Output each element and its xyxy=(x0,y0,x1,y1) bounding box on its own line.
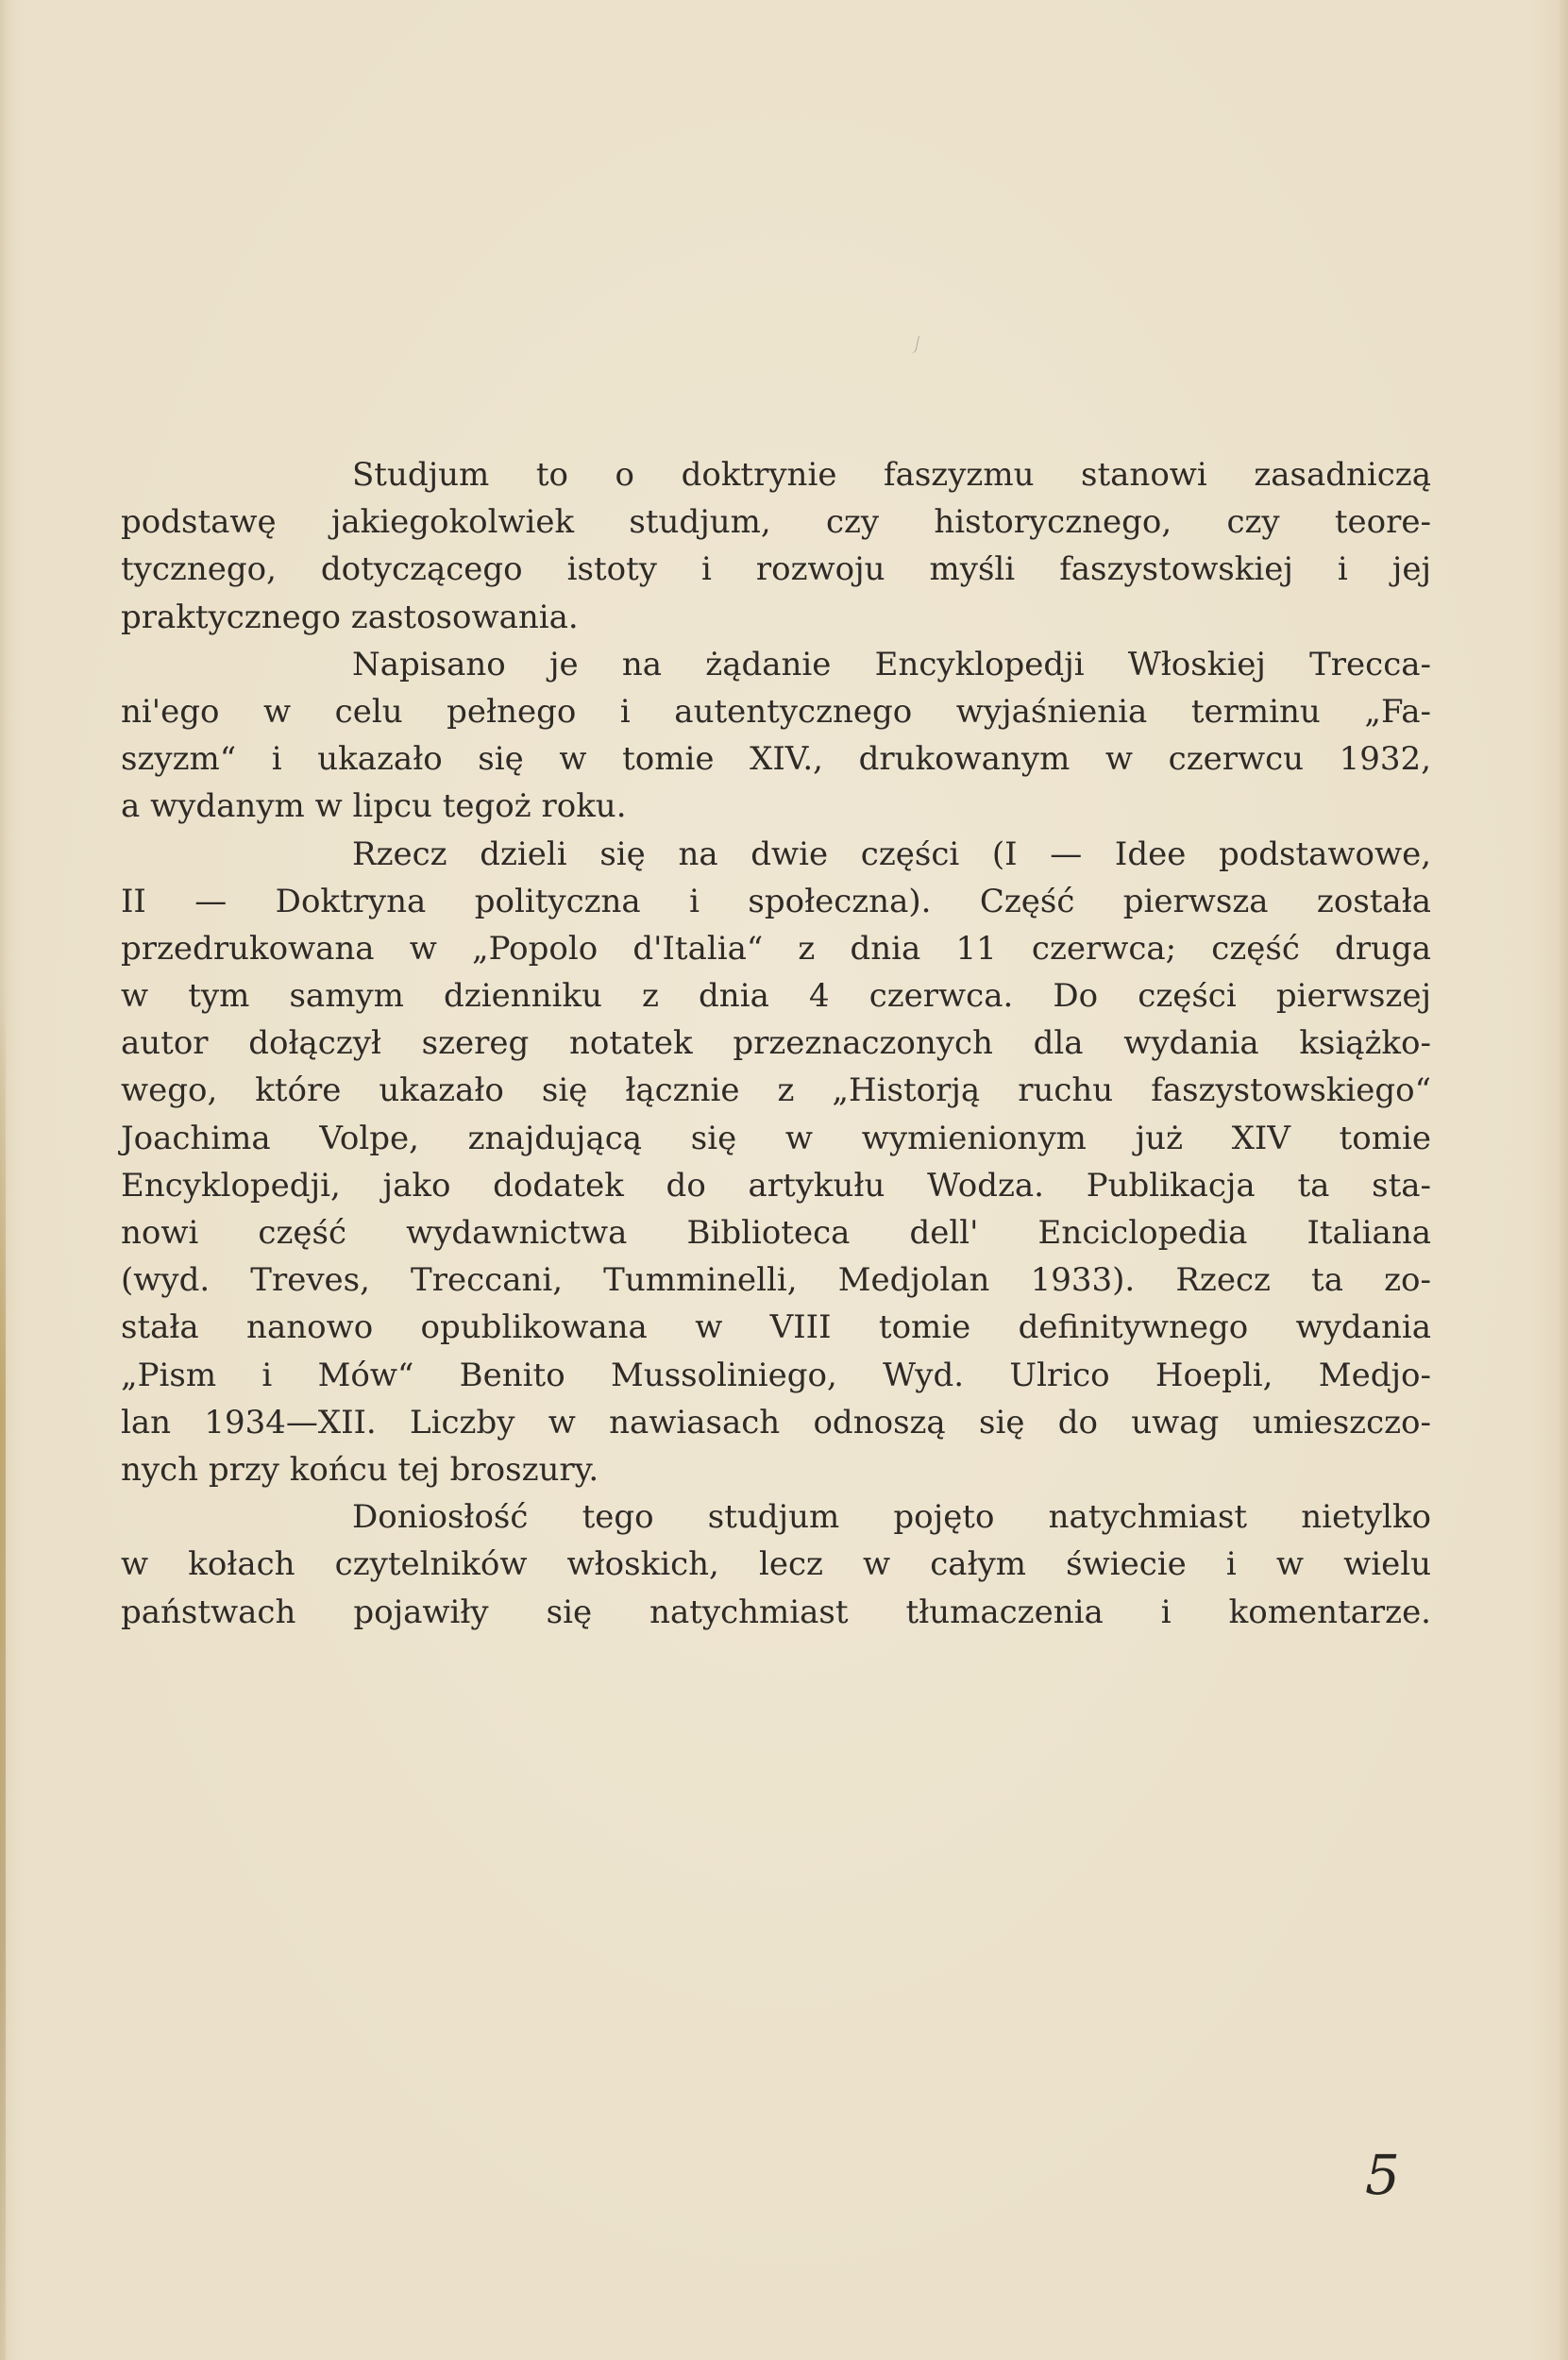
text-line: Napisano je na żądanie Encyklopedji Włoskiej Trecca- xyxy=(352,645,1431,683)
text-line: w tym samym dzienniku z dnia 4 czerwca. Do części pierwszej xyxy=(121,977,1431,1016)
text-line: Doniosłość tego studjum pojęto natychmiast nietylko xyxy=(352,1498,1431,1537)
text-line: autor dołączył szereg notatek przeznaczonych dla wydania książko- xyxy=(121,1024,1431,1063)
text-line: ni'ego w celu pełnego i autentycznego wyjaśnienia terminu „Fa- xyxy=(121,692,1431,731)
text-line: a wydanym w lipcu tegoż roku. xyxy=(121,787,627,826)
text-line: lan 1934—XII. Liczby w nawiasach odnoszą się do uwag umieszczo- xyxy=(121,1403,1431,1441)
text-line: szyzm“ i ukazało się w tomie XIV., drukowanym w czerwcu 1932, xyxy=(121,740,1431,779)
text-line: Rzecz dzieli się na dwie części (I — Idee podstawowe, xyxy=(352,834,1431,873)
text-line: stała nanowo opublikowana w VIII tomie definitywnego wydania xyxy=(121,1308,1431,1347)
text-line: Joachima Volpe, znajdującą się w wymienionym już XIV tomie xyxy=(121,1119,1431,1157)
text-line: nowi część wydawnictwa Biblioteca dell' Enciclopedia Italiana xyxy=(121,1214,1431,1252)
text-line: tycznego, dotyczącego istoty i rozwoju myśli faszystowskiej i jej xyxy=(121,550,1431,589)
page-number: 5 xyxy=(1365,2143,1400,2207)
text-line: przedrukowana w „Popolo d'Italia“ z dnia 11 czerwca; część druga xyxy=(121,929,1431,968)
text-line: w kołach czytelników włoskich, lecz w całym świecie i w wielu xyxy=(121,1545,1431,1584)
text-line: podstawę jakiegokolwiek studjum, czy historycznego, czy teore- xyxy=(121,503,1431,542)
text-line: państwach pojawiły się natychmiast tłumaczenia i komentarze. xyxy=(121,1593,1431,1631)
page-edge-stain xyxy=(0,991,6,2360)
text-line: „Pism i Mów“ Benito Mussoliniego, Wyd. Ulrico Hoepli, Medjo- xyxy=(121,1356,1431,1394)
text-line: nych przy końcu tej broszury. xyxy=(121,1450,599,1489)
body-text xyxy=(121,451,1431,1636)
pencil-mark xyxy=(909,334,919,354)
text-line: II — Doktryna polityczna i społeczna). Część pierwsza została xyxy=(121,882,1431,920)
text-line: wego, które ukazało się łącznie z „Historją ruchu faszystowskiego“ xyxy=(121,1071,1431,1110)
text-line: Encyklopedji, jako dodatek do artykułu Wodza. Publikacja ta sta- xyxy=(121,1166,1431,1205)
text-line: Studjum to o doktrynie faszyzmu stanowi zasadniczą xyxy=(352,456,1431,494)
text-line: (wyd. Treves, Treccani, Tumminelli, Medjolan 1933). Rzecz ta zo- xyxy=(121,1261,1431,1300)
text-line: praktycznego zastosowania. xyxy=(121,598,579,636)
